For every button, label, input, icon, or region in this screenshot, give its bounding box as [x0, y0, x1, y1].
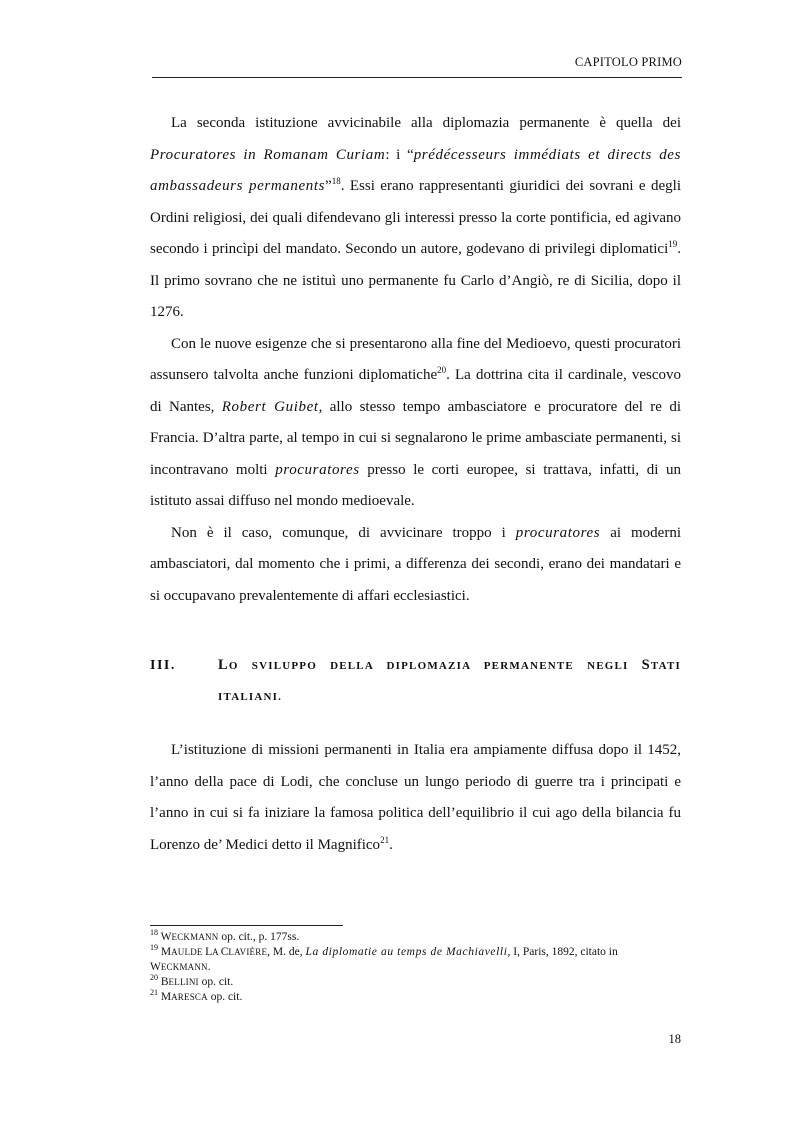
cap: S [641, 657, 651, 673]
page-number: 18 [668, 1032, 681, 1046]
footnote-number: 18 [150, 928, 158, 938]
cap: L [205, 946, 213, 958]
smallcaps: ECKMANN [171, 932, 219, 942]
smallcaps: ECKMANN [160, 962, 208, 972]
text: L’istituzione di missioni permanenti in Italia era ampiamente diffusa dopo il 1452, l’anno della pace di Lodi, che concluse un lungo periodo di guerre tra i principati e l’anno in cui si fa iniziare la famosa politica dell’equilibrio il cui ago della bilancia fu Lorenzo de’ Medici detto il Magnifico [150, 742, 681, 853]
paragraph-4 [150, 735, 681, 861]
text: : i “ [385, 146, 414, 163]
smallcaps: A [212, 947, 221, 957]
section-title [218, 650, 681, 713]
text: op. cit., p. 177ss. [218, 931, 300, 943]
footnote-number: 20 [150, 973, 158, 983]
italic-quote: prédécesseurs immédiats et directs des ambassadeurs permanents [150, 146, 682, 194]
text: Non è il caso, comunque, di avvicinare troppo i [171, 524, 516, 541]
running-header: CAPITOLO PRIMO [574, 55, 682, 69]
text: , M. de, [267, 946, 306, 958]
text: . [207, 961, 211, 973]
smallcaps: TATI ITALIANI. [218, 660, 681, 703]
footnote-rule [150, 925, 343, 926]
cap: M [160, 946, 172, 958]
header-rule [152, 77, 682, 78]
text: . [389, 836, 393, 853]
text: . La dottrina cita il cardinale, vescovo di Nantes, [150, 367, 681, 415]
section-text [150, 735, 681, 861]
italic-term: procuratores [275, 461, 360, 478]
italic-term: Procuratores in Romanam Curiam [150, 146, 386, 163]
text: presso le corti europee, si trattava, infatti, di un istituto assai diffuso nel mondo medioevale. [150, 461, 682, 509]
footnote-ref-20[interactable]: 20 [437, 365, 447, 375]
footnote-ref-19[interactable]: 19 [668, 239, 678, 249]
italic-term: procuratores [515, 524, 601, 541]
text: La seconda istituzione avvicinabile alla diplomazia permanente è quella dei [171, 115, 681, 131]
text: , allo stesso tempo ambasciatore e procuratore del re di Francia. D’altra parte, al tempo in cui si segnalarono le prime ambasciate permanenti, si incontravano molti [150, 398, 681, 478]
text: op. cit. [198, 976, 234, 988]
text: . Il primo sovrano che ne istituì uno permanente fu Carlo d’Angiò, re di Sicilia, dopo il 1276. [150, 241, 681, 320]
footnote-18 [150, 930, 681, 945]
cap: B [160, 976, 169, 988]
italic-name: Robert Guibet [221, 398, 319, 415]
smallcaps: O SVILUPPO DELLA DIPLOMAZIA PERMANENTE NEGLI [228, 660, 642, 672]
cap: C [220, 946, 229, 958]
footnote-21 [150, 990, 681, 1005]
footnote-number: 21 [150, 988, 158, 998]
paragraph-2 [150, 329, 681, 518]
cap: L [218, 657, 229, 673]
paragraph-1 [150, 108, 681, 329]
text: ” [325, 178, 332, 194]
text: . Essi erano rappresentanti giuridici dei sovrani e degli Ordini religiosi, dei quali difendevano gli interessi presso la corte pontificia, ed agivano secondo i princìpi del mandato. Secondo un autore, godevano di privilegi diplomatici [150, 178, 681, 257]
smallcaps: ARESCA [171, 992, 208, 1002]
cap: W [160, 931, 172, 943]
footnote-ref-18[interactable]: 18 [331, 176, 341, 186]
paragraph-3 [150, 518, 681, 613]
section-heading [150, 650, 681, 713]
italic-title: La diplomatie au temps de Machiavelli [305, 946, 508, 958]
text: op. cit. [207, 991, 243, 1003]
footnote-ref-21[interactable]: 21 [380, 834, 390, 845]
footnote-19 [150, 945, 681, 975]
main-text [150, 108, 681, 612]
smallcaps: LAVIÈRE [228, 947, 268, 957]
footnote-20 [150, 975, 681, 990]
footnotes [150, 930, 681, 1005]
text: Con le nuove esigenze che si presentarono alla fine del Medioevo, questi procuratori assunsero talvolta anche funzioni diplomatiche [150, 335, 681, 383]
footnote-number: 19 [150, 943, 158, 953]
text: ai moderni ambasciatori, dal momento che i primi, a differenza dei secondi, erano dei mandatari e si occupavano prevalentemente di affari ecclesiastici. [150, 524, 681, 604]
section-number: III. [150, 658, 176, 673]
text: , I, Paris, 1892, citato in [507, 946, 618, 958]
cap: M [160, 991, 172, 1003]
smallcaps: AULDE [171, 947, 206, 957]
smallcaps: ELLINI [168, 977, 199, 987]
cap: W [150, 961, 161, 973]
